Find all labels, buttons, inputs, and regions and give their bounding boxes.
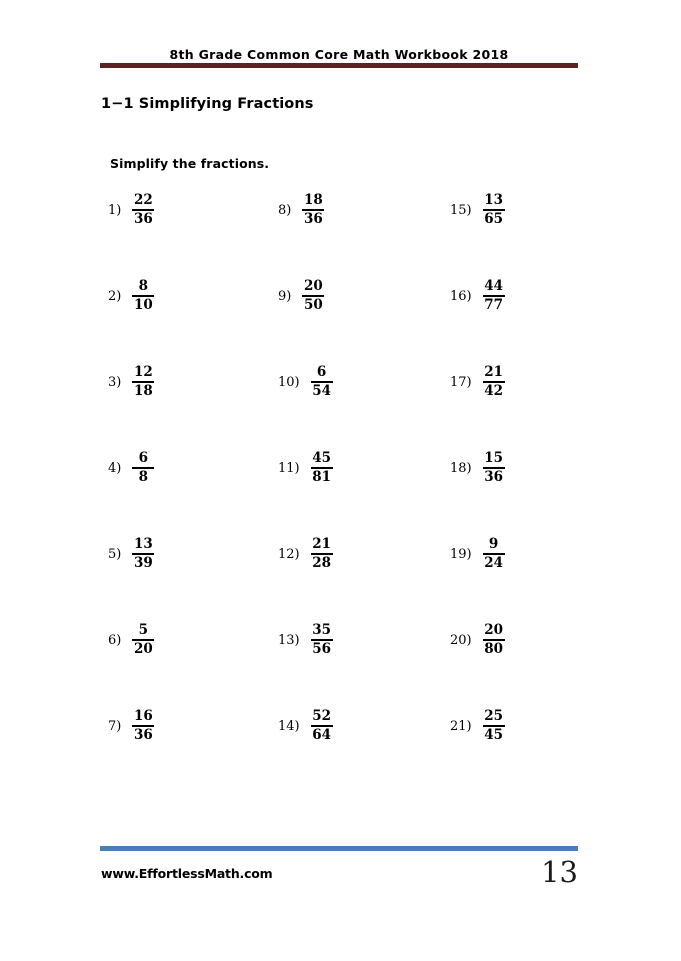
problem-number: 20) xyxy=(450,632,472,648)
problem-item xyxy=(450,451,505,485)
problem-number: 11) xyxy=(278,460,300,476)
problem-number: 8) xyxy=(278,202,292,218)
fraction-denominator: 54 xyxy=(312,383,332,400)
fraction xyxy=(311,451,333,485)
fraction xyxy=(483,193,505,227)
problem-item xyxy=(278,279,324,313)
problem-item xyxy=(450,623,505,657)
problem-item xyxy=(108,365,154,399)
fraction-denominator: 77 xyxy=(484,297,504,314)
problem-number: 3) xyxy=(108,374,122,390)
fraction-denominator: 20 xyxy=(133,641,153,658)
fraction xyxy=(132,279,154,313)
fraction-numerator: 9 xyxy=(488,536,499,552)
fraction-numerator: 13 xyxy=(484,192,504,208)
problem-number: 21) xyxy=(450,718,472,734)
problem-item xyxy=(108,279,154,313)
problem-item xyxy=(278,451,333,485)
fraction xyxy=(302,193,324,227)
problem-number: 13) xyxy=(278,632,300,648)
fraction xyxy=(311,537,333,571)
fraction xyxy=(483,623,505,657)
fraction-denominator: 36 xyxy=(133,211,153,228)
problem-item xyxy=(108,537,154,571)
fraction-numerator: 16 xyxy=(133,708,153,724)
fraction-numerator: 20 xyxy=(484,622,504,638)
instruction-text: Simplify the fractions. xyxy=(110,156,270,171)
fraction-denominator: 56 xyxy=(312,641,332,658)
fraction-denominator: 18 xyxy=(133,383,153,400)
fraction-denominator: 36 xyxy=(133,727,153,744)
fraction-denominator: 39 xyxy=(133,555,153,572)
fraction-denominator: 42 xyxy=(484,383,504,400)
fraction-numerator: 13 xyxy=(133,536,153,552)
fraction xyxy=(132,537,154,571)
problem-number: 2) xyxy=(108,288,122,304)
problem-number: 15) xyxy=(450,202,472,218)
fraction-denominator: 81 xyxy=(312,469,332,486)
problem-number: 9) xyxy=(278,288,292,304)
fraction xyxy=(302,279,324,313)
fraction-numerator: 6 xyxy=(316,364,327,380)
problem-item xyxy=(450,279,505,313)
problem-item xyxy=(108,623,154,657)
fraction xyxy=(483,709,505,743)
problem-item xyxy=(278,537,333,571)
problem-number: 1) xyxy=(108,202,122,218)
fraction-numerator: 35 xyxy=(312,622,332,638)
fraction-numerator: 15 xyxy=(484,450,504,466)
fraction-numerator: 44 xyxy=(484,278,504,294)
fraction xyxy=(132,709,154,743)
fraction xyxy=(311,709,333,743)
fraction-numerator: 21 xyxy=(312,536,332,552)
problem-item xyxy=(450,365,505,399)
fraction-denominator: 36 xyxy=(484,469,504,486)
problem-number: 4) xyxy=(108,460,122,476)
fraction-denominator: 45 xyxy=(484,727,504,744)
page-header-title: 8th Grade Common Core Math Workbook 2018 xyxy=(169,47,509,62)
fraction xyxy=(483,537,505,571)
problem-item xyxy=(278,623,333,657)
problem-number: 18) xyxy=(450,460,472,476)
footer-website-url: www.EffortlessMath.com xyxy=(101,866,273,881)
fraction-numerator: 12 xyxy=(133,364,153,380)
fraction-numerator: 5 xyxy=(138,622,149,638)
problem-item xyxy=(108,193,154,227)
fraction xyxy=(483,279,505,313)
problem-item xyxy=(108,451,154,485)
problem-number: 12) xyxy=(278,546,300,562)
problem-number: 10) xyxy=(278,374,300,390)
fraction-denominator: 28 xyxy=(312,555,332,572)
fraction-numerator: 6 xyxy=(138,450,149,466)
fraction-numerator: 52 xyxy=(312,708,332,724)
fraction-denominator: 24 xyxy=(484,555,504,572)
fraction xyxy=(132,193,154,227)
fraction-denominator: 65 xyxy=(484,211,504,228)
fraction-denominator: 50 xyxy=(303,297,323,314)
problem-item xyxy=(450,193,505,227)
fraction-denominator: 10 xyxy=(133,297,153,314)
fraction xyxy=(311,365,333,399)
problem-number: 6) xyxy=(108,632,122,648)
fraction xyxy=(483,365,505,399)
fraction xyxy=(132,623,154,657)
fraction-numerator: 18 xyxy=(303,192,323,208)
fraction-numerator: 25 xyxy=(484,708,504,724)
fraction-denominator: 36 xyxy=(303,211,323,228)
page-number: 13 xyxy=(541,855,578,889)
fraction-denominator: 64 xyxy=(312,727,332,744)
section-heading: 1−1 Simplifying Fractions xyxy=(101,96,314,112)
fraction-numerator: 21 xyxy=(484,364,504,380)
fraction xyxy=(311,623,333,657)
problem-number: 5) xyxy=(108,546,122,562)
problem-number: 17) xyxy=(450,374,472,390)
footer-rule xyxy=(100,846,578,851)
fraction-denominator: 8 xyxy=(138,469,149,486)
problem-item xyxy=(450,709,505,743)
fraction xyxy=(132,451,154,485)
problem-number: 16) xyxy=(450,288,472,304)
fraction-numerator: 20 xyxy=(303,278,323,294)
problem-number: 14) xyxy=(278,718,300,734)
problem-item xyxy=(450,537,505,571)
fraction-numerator: 22 xyxy=(133,192,153,208)
fraction xyxy=(132,365,154,399)
problem-number: 7) xyxy=(108,718,122,734)
problem-item xyxy=(278,709,333,743)
problem-item xyxy=(108,709,154,743)
fraction-numerator: 8 xyxy=(138,278,149,294)
fraction-denominator: 80 xyxy=(484,641,504,658)
problem-item xyxy=(278,365,333,399)
fraction xyxy=(483,451,505,485)
problem-number: 19) xyxy=(450,546,472,562)
problem-item xyxy=(278,193,324,227)
fraction-numerator: 45 xyxy=(312,450,332,466)
